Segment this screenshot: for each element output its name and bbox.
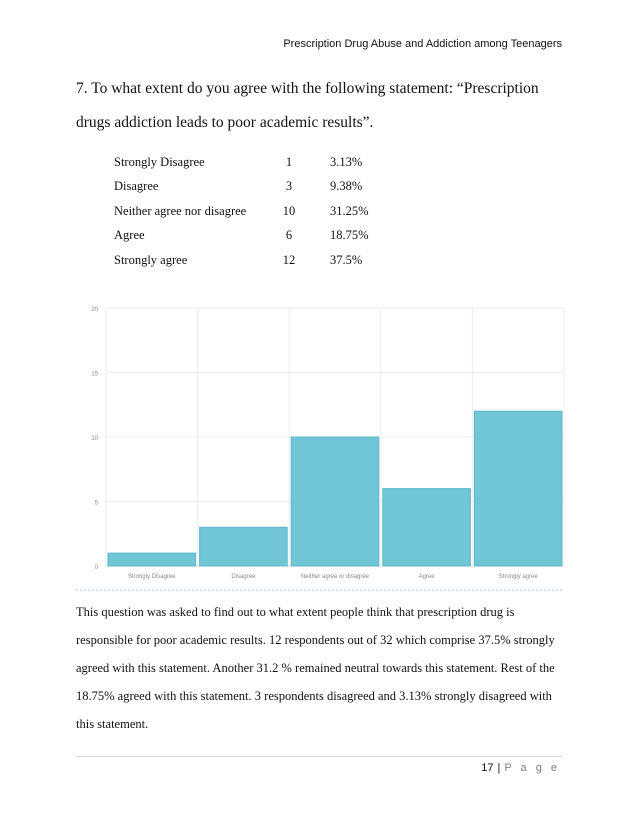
analysis-paragraph: This question was asked to find out to what extent people think that prescription drug is responsible for poor academic results. 12 respondents out of 32 which comprise 37.5% strongly agreed with this statement. Another 31.2 % remained neutral towards this statement. Rest of the 18.75% agreed with this statement. 3 respondents disagreed and 3.13% strongly disagreed with this statement. [76, 605, 555, 731]
response-percent: 31.25% [330, 203, 369, 218]
response-bar-chart [76, 296, 566, 592]
y-tick-label: 10 [91, 436, 98, 442]
footer-separator: | [497, 762, 501, 774]
x-tick-label: Strongly agree [498, 574, 538, 580]
running-header: Prescription Drug Abuse and Addiction among Teenagers [283, 38, 562, 50]
bar [474, 411, 562, 566]
y-tick-label: 5 [94, 500, 98, 507]
response-percent: 3.13% [330, 154, 363, 169]
response-row [106, 199, 410, 224]
page-number: 17 [481, 762, 494, 774]
response-count: 12 [282, 252, 296, 267]
response-count: 10 [282, 203, 296, 218]
page-footer [481, 762, 560, 774]
response-percent: 18.75% [330, 228, 369, 243]
bar [291, 437, 379, 566]
response-percent: 37.5% [330, 252, 363, 267]
y-tick-label: 0 [94, 565, 98, 571]
x-tick-label: Disagree [231, 574, 256, 580]
x-tick-label: Agree [418, 574, 435, 580]
response-row [106, 150, 410, 175]
response-count: 6 [285, 228, 293, 243]
response-label: Strongly agree [114, 252, 188, 267]
bar [200, 527, 288, 566]
response-count: 3 [285, 179, 293, 194]
y-tick-label: 20 [91, 307, 98, 313]
bar [108, 553, 196, 566]
question-heading: 7. To what extent do you agree with the following statement: “Prescription drugs addiction leads to poor academic results”. [76, 80, 539, 131]
response-label: Neither agree nor disagree [114, 203, 247, 218]
response-label: Disagree [114, 179, 159, 194]
response-row [106, 224, 410, 249]
response-label: Agree [114, 228, 145, 243]
footer-divider [76, 756, 562, 757]
response-row [106, 248, 410, 273]
page-word: P a g e [504, 762, 560, 774]
response-count: 1 [285, 154, 293, 169]
response-percent: 9.38% [330, 179, 363, 194]
x-tick-label: Strongly Disagree [127, 574, 176, 580]
response-table [106, 150, 410, 273]
bar [383, 489, 471, 566]
x-tick-label: Neither agree or disagree [300, 574, 370, 580]
response-row [106, 175, 410, 200]
response-label: Strongly Disagree [114, 154, 205, 169]
y-tick-label: 15 [91, 371, 98, 378]
